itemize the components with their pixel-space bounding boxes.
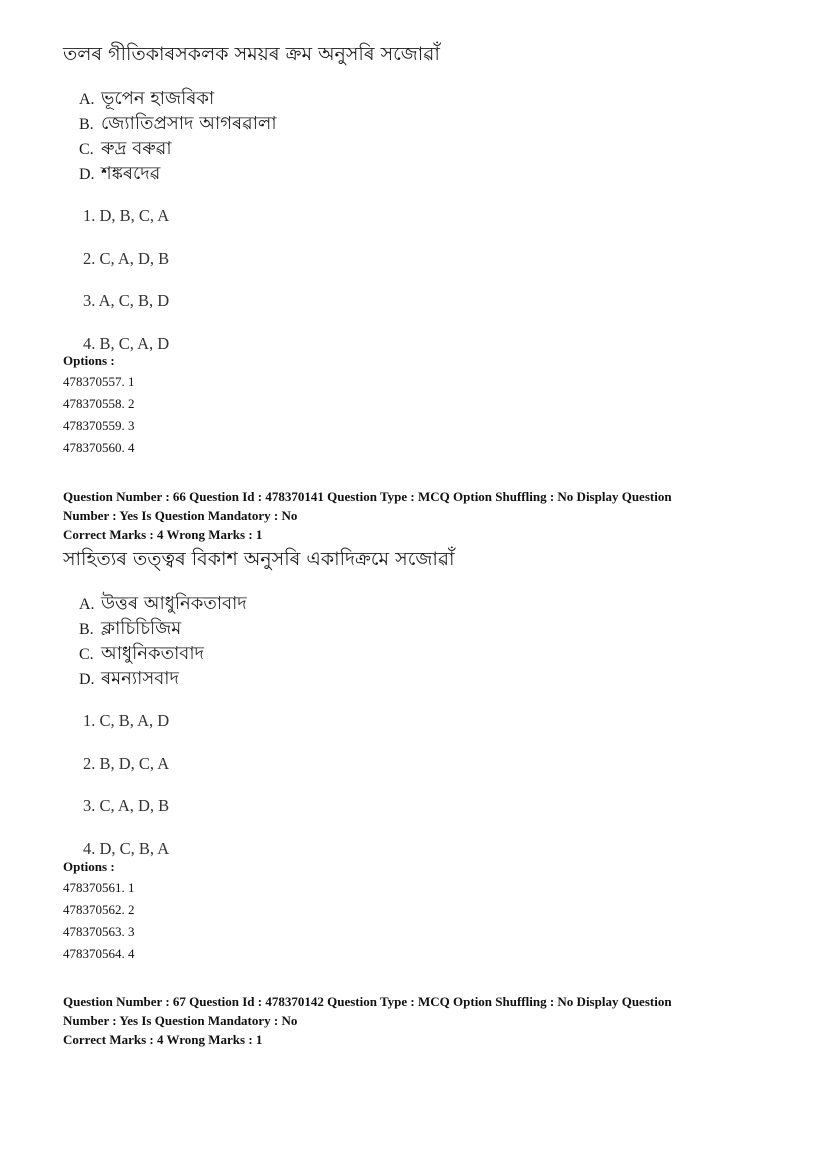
item-a: A. ভূপেন হাজৰিকা xyxy=(79,88,215,109)
options-66 xyxy=(63,857,763,965)
question-text: তলৰ গীতিকাৰসকলক সময়ৰ ক্ৰম অনুসৰি সজোৱাঁ xyxy=(63,43,440,65)
options-65 xyxy=(63,351,763,459)
meta-line: Question Number : 66 Question Id : 478370141 Question Type : MCQ Option Shuffling : No Display Question xyxy=(63,489,672,504)
choice-list xyxy=(83,711,763,859)
option-id: 478370558. 2 xyxy=(63,396,135,411)
item-d: D. শঙ্কৰদেৱ xyxy=(79,163,161,184)
item-list xyxy=(79,591,763,691)
item-a: A. উত্তৰ আধুনিকতাবাদ xyxy=(79,593,247,614)
question-67-meta xyxy=(63,992,763,1049)
item-d: D. ৰমন্যাসবাদ xyxy=(79,668,179,689)
option-id: 478370557. 1 xyxy=(63,374,135,389)
question-66 xyxy=(63,547,763,859)
option-id: 478370562. 2 xyxy=(63,902,135,917)
choice-4: 4. B, C, A, D xyxy=(83,333,170,353)
choice-4: 4. D, C, B, A xyxy=(83,838,170,858)
option-id: 478370559. 3 xyxy=(63,418,135,433)
option-id: 478370560. 4 xyxy=(63,440,135,455)
option-id: 478370561. 1 xyxy=(63,880,135,895)
marks-line: Correct Marks : 4 Wrong Marks : 1 xyxy=(63,527,263,542)
option-id: 478370563. 3 xyxy=(63,924,135,939)
choice-2: 2. B, D, C, A xyxy=(83,753,170,773)
item-c: C. ৰুদ্ৰ বৰুৱা xyxy=(79,138,172,159)
meta-line: Number : Yes Is Question Mandatory : No xyxy=(63,1013,298,1028)
meta-line: Number : Yes Is Question Mandatory : No xyxy=(63,508,298,523)
question-65 xyxy=(63,42,763,354)
choice-3: 3. C, A, D, B xyxy=(83,796,170,815)
item-b: B. জ্যোতিপ্ৰসাদ আগৰৱালা xyxy=(79,113,277,134)
marks-line: Correct Marks : 4 Wrong Marks : 1 xyxy=(63,1032,263,1047)
choice-list xyxy=(83,206,763,354)
choice-1: 1. C, B, A, D xyxy=(83,711,170,730)
question-66-meta xyxy=(63,487,763,544)
option-id: 478370564. 4 xyxy=(63,946,135,961)
choice-3: 3. A, C, B, D xyxy=(83,291,170,310)
choice-2: 2. C, A, D, B xyxy=(83,248,170,268)
item-c: C. আধুনিকতাবাদ xyxy=(79,643,204,664)
question-text: সাহিত্যৰ তত্ত্বৰ বিকাশ অনুসৰি একাদিক্ৰমে সজোৱাঁ xyxy=(63,548,455,570)
item-b: B. ক্লাচিচিজিম xyxy=(79,618,182,639)
options-label: Options : xyxy=(63,859,115,874)
meta-line: Question Number : 67 Question Id : 478370142 Question Type : MCQ Option Shuffling : No Display Question xyxy=(63,994,672,1009)
options-label: Options : xyxy=(63,353,115,368)
choice-1: 1. D, B, C, A xyxy=(83,206,170,225)
item-list xyxy=(79,86,763,186)
